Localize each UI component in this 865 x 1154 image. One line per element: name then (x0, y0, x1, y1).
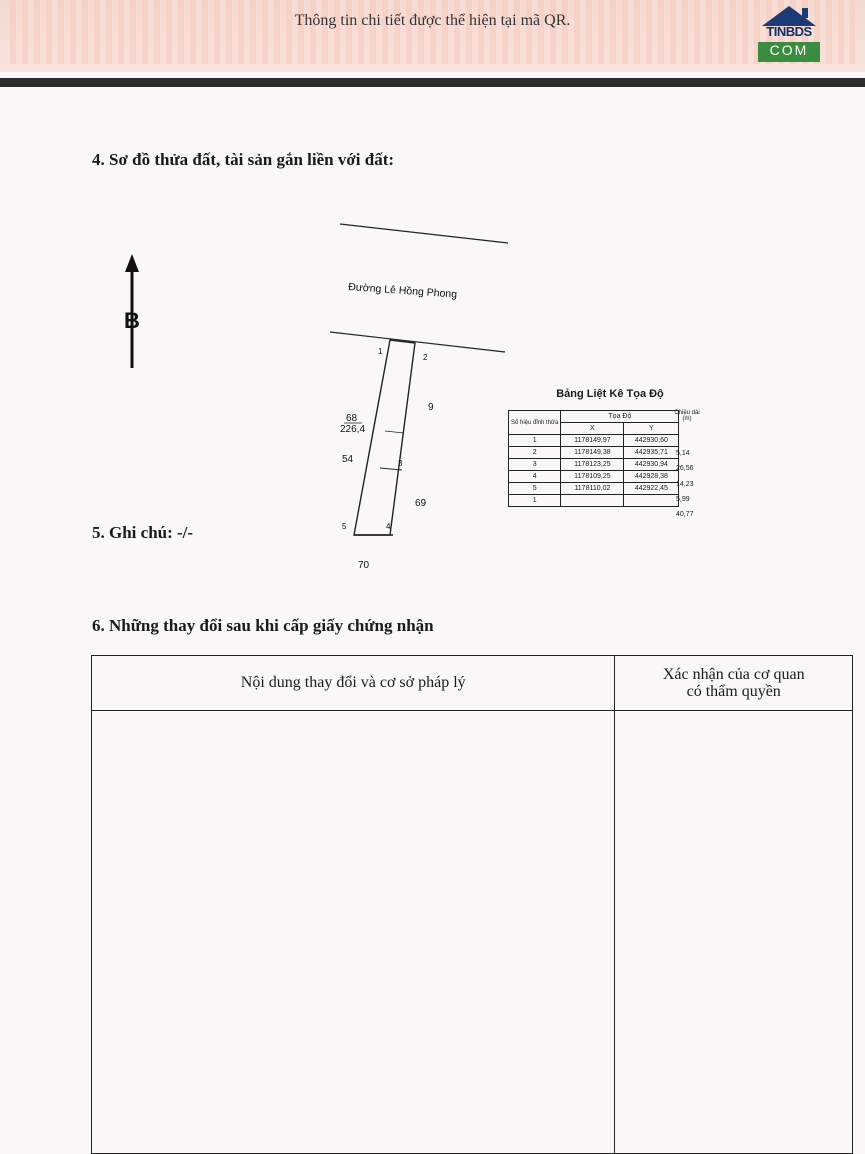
change-content-cell[interactable] (92, 711, 615, 1154)
length-value: 26,56 (676, 465, 694, 472)
section4-title: 4. Sơ đồ thửa đất, tài sản gắn liền với đất: (92, 150, 395, 169)
section6-title: 6. Những thay đổi sau khi cấp giấy chứng nhận (92, 616, 434, 635)
table-row (509, 495, 679, 507)
cell-x: 1178110,02 (561, 483, 624, 495)
header-x: X (561, 423, 624, 435)
road-label: Đường Lê Hồng Phong (347, 281, 458, 301)
parcel-area: 226,4 (340, 424, 366, 435)
vertex-label: 5 (342, 522, 347, 531)
neighbor-label: 9 (428, 402, 434, 413)
header-length: Chiều dài (m) (674, 410, 700, 422)
cell-y: 442922,45 (624, 483, 679, 495)
changes-table (91, 655, 853, 1154)
cell-x: 1178149,97 (561, 435, 624, 447)
cell-y: 442930,94 (624, 459, 679, 471)
cell-x (561, 495, 624, 507)
header-confirmation-line2: có thẩm quyền (686, 683, 781, 700)
table-row (509, 471, 679, 483)
coord-table (508, 410, 679, 507)
vertex-label: 4 (386, 522, 391, 531)
logo-text-top: TINBDS (766, 24, 812, 39)
neighbor-label: 54 (342, 454, 354, 465)
qr-note: Thông tin chi tiết được thể hiện tại mã QR. (294, 12, 571, 29)
cell-point: 3 (509, 459, 561, 471)
table-header-row (92, 656, 853, 711)
header-confirmation (615, 656, 853, 711)
table-row (92, 711, 853, 1154)
cell-point: 2 (509, 447, 561, 459)
road-edge-bottom (330, 332, 505, 352)
header-confirmation-line1: Xác nhận của cơ quan (662, 666, 805, 683)
section5-title: 5. Ghi chú: -/- (92, 523, 194, 542)
vertex-label: 1 (378, 347, 383, 356)
cell-x: 1178109,25 (561, 471, 624, 483)
road-edge-top (340, 224, 508, 243)
cell-x: 1178123,25 (561, 459, 624, 471)
vertex-label: 2 (423, 353, 428, 362)
cell-point: 4 (509, 471, 561, 483)
table-row (509, 435, 679, 447)
header-change-content: Nội dung thay đổi và cơ sở pháp lý (92, 656, 615, 711)
length-value: 5,14 (676, 450, 690, 457)
logo-text-bottom: COM (758, 42, 820, 62)
cell-y: 442928,38 (624, 471, 679, 483)
north-label: B (124, 308, 140, 333)
parcel-number: 68 (346, 413, 358, 424)
length-value: 14,23 (676, 481, 694, 488)
vertex-label: 3 (398, 459, 403, 468)
parcel-tick (385, 431, 404, 433)
table-row (509, 447, 679, 459)
length-value: 5,99 (676, 496, 690, 503)
cell-point: 5 (509, 483, 561, 495)
cell-y: 442935,71 (624, 447, 679, 459)
header-y: Y (624, 423, 679, 435)
table-row (509, 483, 679, 495)
cell-x: 1178149,38 (561, 447, 624, 459)
cell-point: 1 (509, 435, 561, 447)
cell-y (624, 495, 679, 507)
parcel-outline (354, 340, 415, 535)
header-coords: Tọa Độ (561, 411, 679, 423)
cell-y: 442930,60 (624, 435, 679, 447)
length-value: 40,77 (676, 511, 694, 518)
cell-point: 1 (509, 495, 561, 507)
neighbor-label: 69 (415, 498, 427, 509)
confirmation-cell[interactable] (615, 711, 853, 1154)
neighbor-label: 70 (358, 560, 370, 571)
table-row (509, 459, 679, 471)
table-header-row (509, 411, 679, 423)
coord-table-title: Bảng Liệt Kê Tọa Độ (556, 388, 664, 400)
header-point: Số hiệu đỉnh thửa (509, 411, 561, 435)
